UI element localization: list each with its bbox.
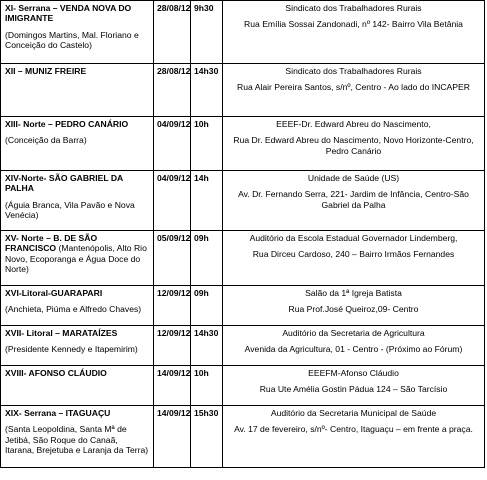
table-row xyxy=(1,64,485,117)
table-row xyxy=(1,326,485,366)
place-cell xyxy=(223,286,485,326)
time-cell: 9h30 xyxy=(191,1,223,64)
region-cell xyxy=(1,1,154,64)
venue-address: Rua Dr. Edward Abreu do Nascimento, Novo Horizonte-Centro, Pedro Canário xyxy=(233,135,474,156)
venue-name: Sindicato dos Trabalhadores Rurais xyxy=(285,66,422,76)
region-towns: (Presidente Kennedy e Itapemirim) xyxy=(5,344,138,355)
region-towns: (Anchieta, Piúma e Alfredo Chaves) xyxy=(5,304,142,315)
venue-address: Rua Emília Sossai Zandonadi, nº 142- Bairro Vila Betânia xyxy=(244,19,463,30)
region-cell xyxy=(1,171,154,231)
date-cell: 12/09/12 xyxy=(154,326,191,366)
time-cell: 09h xyxy=(191,286,223,326)
time-cell: 09h xyxy=(191,231,223,286)
place-cell xyxy=(223,64,485,117)
region-cell xyxy=(1,326,154,366)
place-cell xyxy=(223,366,485,406)
region-towns: (Águia Branca, Vila Pavão e Nova Venécia) xyxy=(5,199,135,221)
venue-name: Auditório da Escola Estadual Governador Lindemberg, xyxy=(249,233,458,243)
time-cell: 14h xyxy=(191,171,223,231)
venue-address: Rua Prof.José Queiroz,09- Centro xyxy=(288,304,419,315)
time-cell: 14h30 xyxy=(191,326,223,366)
table-row xyxy=(1,366,485,406)
region-towns: (Conceição da Barra) xyxy=(5,135,87,146)
venue-name: Auditório da Secretaria Municipal de Saúde xyxy=(270,408,437,418)
region-cell xyxy=(1,117,154,171)
place-cell xyxy=(223,171,485,231)
table-row xyxy=(1,1,485,64)
venue-address: Rua Ute Amélia Gostin Pádua 124 – São Tarcísio xyxy=(259,384,448,395)
region-name: XI- Serrana – VENDA NOVA DO IMIGRANTE xyxy=(5,3,132,24)
place-cell xyxy=(223,117,485,171)
date-cell: 04/09/12 xyxy=(154,117,191,171)
venue-name: Salão da 1ª Igreja Batista xyxy=(305,288,402,298)
region-name: XVI-Litoral-GUARAPARI xyxy=(5,288,103,298)
region-name: XV- Norte – B. DE SÃO FRANCISCO xyxy=(5,233,98,254)
region-name: XIII- Norte – PEDRO CANÁRIO xyxy=(5,119,129,129)
time-cell: 10h xyxy=(191,117,223,171)
region-cell xyxy=(1,406,154,468)
region-name: XII – MUNIZ FREIRE xyxy=(5,66,87,76)
table-row xyxy=(1,117,485,171)
table-row xyxy=(1,286,485,326)
venue-name: EEEF-Dr. Edward Abreu do Nascimento, xyxy=(276,119,431,129)
venue-address: Rua Alair Pereira Santos, s/nº, Centro - Ao lado do INCAPER xyxy=(237,82,470,93)
table-row xyxy=(1,231,485,286)
region-name: XVIII- AFONSO CLÁUDIO xyxy=(5,368,107,378)
region-cell xyxy=(1,366,154,406)
region-name: XIX- Serrana – ITAGUAÇU xyxy=(5,408,111,418)
date-cell: 14/09/12 xyxy=(154,406,191,468)
region-text xyxy=(5,233,149,275)
venue-name: Sindicato dos Trabalhadores Rurais xyxy=(285,3,422,13)
venue-name: Auditório da Secretaria de Agricultura xyxy=(282,328,425,338)
region-name: XVII- Litoral – MARATAÍZES xyxy=(5,328,118,338)
venue-address: Av. Dr. Fernando Serra, 221- Jardim de Infância, Centro-São Gabriel da Palha xyxy=(238,189,469,210)
time-cell: 15h30 xyxy=(191,406,223,468)
place-cell xyxy=(223,406,485,468)
venue-address: Rua Dirceu Cardoso, 240 – Bairro Irmãos Fernandes xyxy=(252,249,455,260)
region-name: XIV-Norte- SÃO GABRIEL DA PALHA xyxy=(5,173,123,194)
venue-name: EEEFM-Afonso Cláudio xyxy=(308,368,399,378)
table-row xyxy=(1,171,485,231)
region-cell xyxy=(1,231,154,286)
region-towns: (Domingos Martins, Mal. Floriano e Conceição do Castelo) xyxy=(5,29,139,51)
date-cell: 28/08/12 xyxy=(154,64,191,117)
date-cell: 28/08/12 xyxy=(154,1,191,64)
venue-name: Unidade de Saúde (US) xyxy=(307,173,400,183)
date-cell: 04/09/12 xyxy=(154,171,191,231)
time-cell: 10h xyxy=(191,366,223,406)
table-row xyxy=(1,406,485,468)
region-towns: (Santa Leopoldina, Santa Mª de Jetibá, São Roque do Canaã, Itarana, Brejetuba e Laranja da Terra) xyxy=(5,424,149,456)
place-cell xyxy=(223,1,485,64)
region-towns: (Mantenópolis, Alto Rio Novo, Ecoporanga e Água Doce do Norte) xyxy=(5,243,147,275)
date-cell: 05/09/12 xyxy=(154,231,191,286)
venue-address: Avenida da Agricultura, 01 - Centro - (Próximo ao Fórum) xyxy=(244,344,463,355)
place-cell xyxy=(223,326,485,366)
time-cell: 14h30 xyxy=(191,64,223,117)
region-cell xyxy=(1,64,154,117)
date-cell: 12/09/12 xyxy=(154,286,191,326)
venue-address: Av. 17 de fevereiro, s/nº- Centro, Itaguaçu – em frente a praça. xyxy=(234,424,473,435)
place-cell xyxy=(223,231,485,286)
region-cell xyxy=(1,286,154,326)
date-cell: 14/09/12 xyxy=(154,366,191,406)
